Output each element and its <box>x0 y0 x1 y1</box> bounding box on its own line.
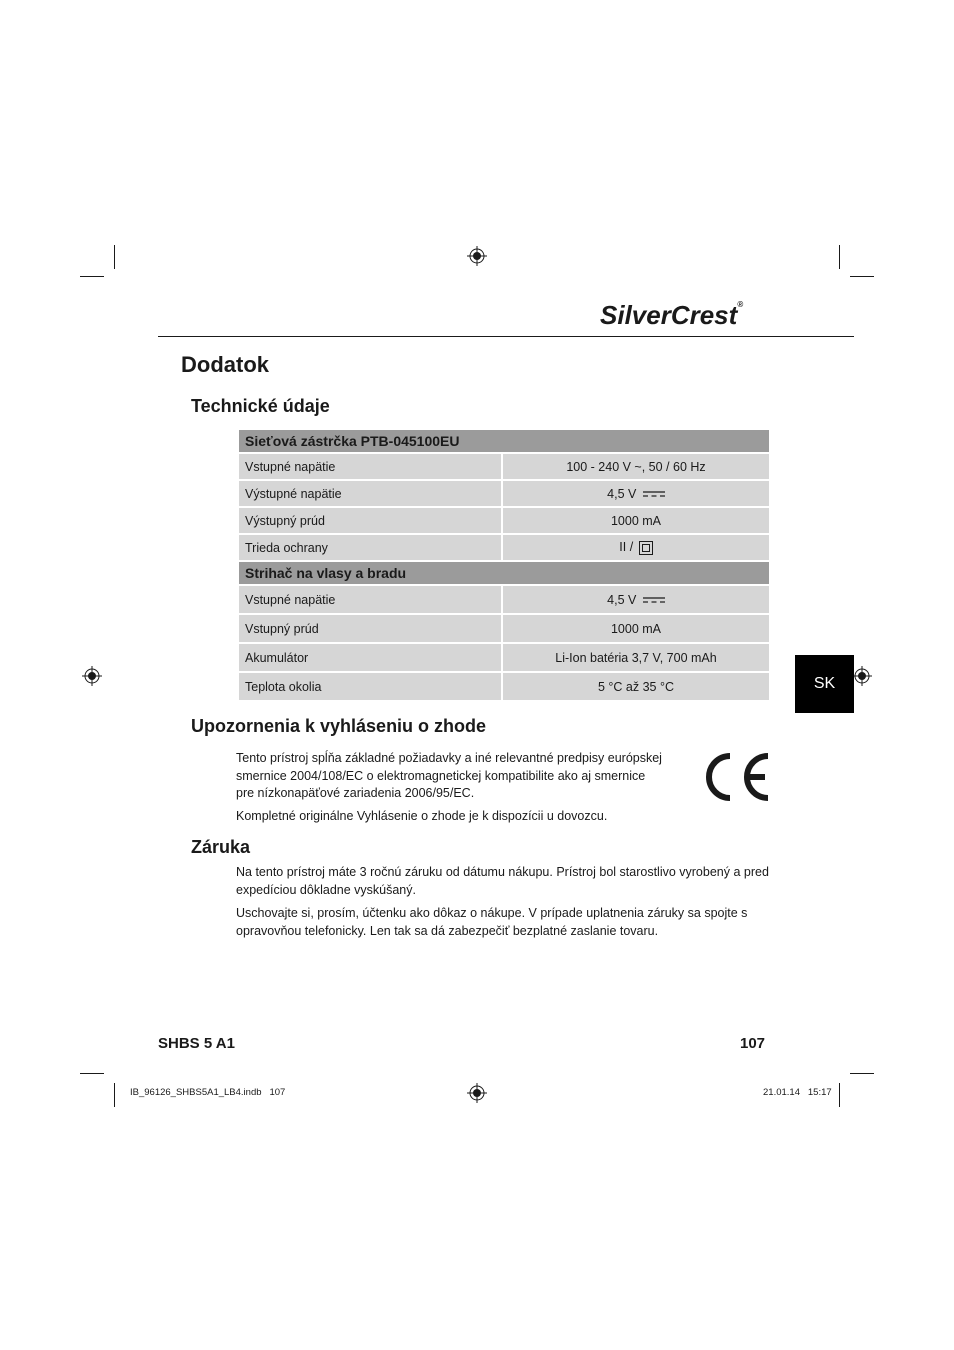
silvercrest-logo <box>600 300 800 334</box>
spec-label: Akumulátor <box>238 643 502 672</box>
spec-label: Trieda ochrany <box>238 534 502 561</box>
spec-value: 4,5 V <box>607 486 637 501</box>
section-title-warranty: Záruka <box>191 837 251 857</box>
spec-value: 5 °C až 35 °C <box>502 672 770 701</box>
registration-mark-icon <box>467 246 487 266</box>
registered-trademark-icon: ® <box>737 300 744 309</box>
spec-value: 1000 mA <box>502 507 770 534</box>
spec-group-header <box>238 561 770 585</box>
table-row <box>238 480 770 507</box>
section-title-conformity: Upozornenia k vyhláseniu o zhode <box>191 716 487 736</box>
table-row <box>238 507 770 534</box>
language-tab: SK <box>795 655 854 713</box>
conformity-paragraph: Kompletné originálne Vyhlásenie o zhode je k dispozícii u dovozcu. <box>236 809 608 823</box>
table-row <box>238 534 770 561</box>
spec-label: Výstupné napätie <box>238 480 502 507</box>
conformity-paragraph: Tento prístroj spĺňa základné požiadavky a iné relevantné predpisy európskej smernice 2004/108/EC o elektromagnetickej kompatibilite ako aj smernice pre nízkonapäťové zariadenia 2006/95/EC. <box>236 751 662 800</box>
spec-value: II / <box>619 540 634 555</box>
footer-page-number: 107 <box>740 1035 766 1052</box>
section-title-tech: Technické údaje <box>191 396 330 416</box>
spec-value: 100 - 240 V ~, 50 / 60 Hz <box>502 453 770 480</box>
registration-mark-icon <box>82 666 102 686</box>
spec-label: Vstupný prúd <box>238 614 502 643</box>
spec-value-cell <box>502 585 770 614</box>
table-row <box>238 643 770 672</box>
table-row <box>238 453 770 480</box>
logo-text: SilverCrest <box>600 300 738 330</box>
direct-current-icon <box>643 490 665 498</box>
warranty-paragraph: Na tento prístroj máte 3 ročnú záruku od dátumu nákupu. Prístroj bol starostlivo vyrobený a pred expedíciou dôkladne vyskúšaný. <box>236 865 769 897</box>
spec-label: Vstupné napätie <box>238 585 502 614</box>
ce-mark-icon <box>697 750 771 804</box>
page-title: Dodatok <box>181 352 269 377</box>
crop-mark <box>839 245 840 269</box>
spec-value-cell <box>502 534 770 561</box>
spec-group-header <box>238 429 770 453</box>
spec-value-cell <box>502 480 770 507</box>
table-row <box>238 585 770 614</box>
crop-mark <box>850 276 874 277</box>
spec-label: Teplota okolia <box>238 672 502 701</box>
table-row <box>238 614 770 643</box>
table-row <box>238 672 770 701</box>
spec-group-title: Sieťová zástrčka PTB-045100EU <box>238 429 770 453</box>
imprint-datetime: 21.01.14 15:17 <box>763 1087 832 1098</box>
spec-table <box>237 428 771 702</box>
header-rule <box>158 336 854 337</box>
warranty-paragraph: Uschovajte si, prosím, účtenku ako dôkaz o nákupe. V prípade uplatnenia záruky sa spojte s opravovňou telefonicky. Len tak sa dá zabezpečiť bezplatné zaslanie tovaru. <box>236 906 748 938</box>
registration-mark-icon <box>852 666 872 686</box>
spec-group-title: Strihač na vlasy a bradu <box>238 561 770 585</box>
crop-mark <box>850 1073 874 1074</box>
crop-mark <box>80 1073 104 1074</box>
crop-mark <box>114 245 115 269</box>
spec-label: Vstupné napätie <box>238 453 502 480</box>
crop-mark <box>114 1083 115 1107</box>
spec-value: 1000 mA <box>502 614 770 643</box>
crop-mark <box>839 1083 840 1107</box>
spec-label: Výstupný prúd <box>238 507 502 534</box>
spec-value: 4,5 V <box>607 592 637 607</box>
protection-class-ii-icon <box>639 541 653 555</box>
footer-model: SHBS 5 A1 <box>158 1035 235 1052</box>
crop-mark <box>80 276 104 277</box>
spec-value: Li-Ion batéria 3,7 V, 700 mAh <box>502 643 770 672</box>
direct-current-icon <box>643 596 665 604</box>
imprint-file: IB_96126_SHBS5A1_LB4.indb 107 <box>130 1087 286 1098</box>
registration-mark-icon <box>467 1083 487 1103</box>
